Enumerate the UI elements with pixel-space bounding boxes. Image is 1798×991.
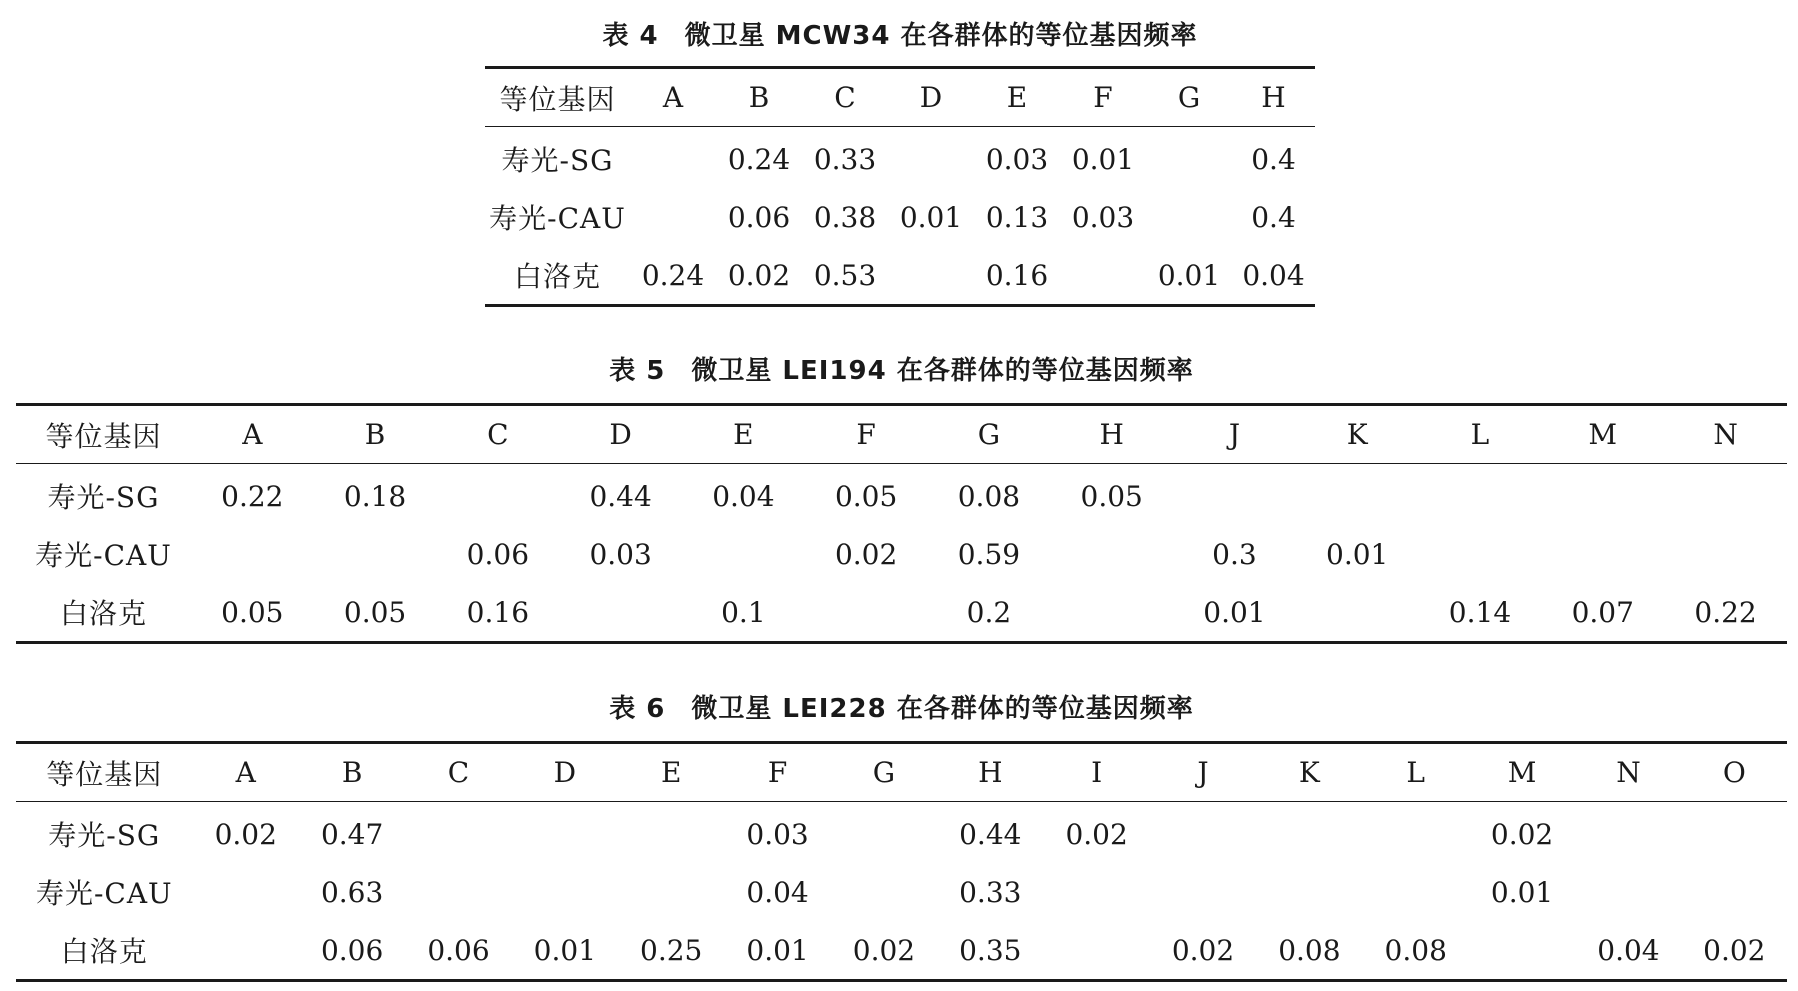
table-cell — [512, 802, 618, 864]
row-label: 白洛克 — [485, 246, 630, 306]
table-cell: 0.24 — [727, 142, 791, 176]
table-cell: 0.16 — [974, 246, 1060, 306]
table-cell: 0.16 — [436, 583, 559, 643]
table-5-col-header: K — [1296, 405, 1419, 464]
table-cell: 0.38 — [813, 200, 877, 234]
table-cell — [1050, 525, 1173, 583]
table-cell — [1575, 802, 1681, 864]
table-cell: 0.05 — [191, 583, 314, 643]
table-6-caption-title: 微卫星 LEI228 在各群体的等位基因频率 — [691, 694, 1194, 724]
table-cell: 0.01 — [1071, 142, 1135, 176]
table-6-col-header: C — [405, 743, 511, 802]
table-cell — [630, 188, 716, 246]
table-4-grid — [485, 66, 1315, 307]
table-5-caption — [16, 353, 1787, 389]
table-row — [485, 127, 1315, 189]
table-cell — [1256, 802, 1362, 864]
table-cell: 0.03 — [746, 817, 809, 851]
table-cell: 0.03 — [1071, 200, 1135, 234]
table-6-col-header: M — [1469, 743, 1575, 802]
table-cell: 0.04 — [746, 875, 809, 909]
table-4-caption — [485, 18, 1315, 54]
row-label: 白洛克 — [16, 921, 193, 981]
table-cell — [888, 127, 974, 189]
table-row — [16, 921, 1787, 981]
table-cell: 0.02 — [214, 817, 277, 851]
table-5-col-header: B — [314, 405, 437, 464]
table-5-col-header: J — [1173, 405, 1296, 464]
table-cell: 0.22 — [1664, 583, 1787, 643]
table-6-col-header: H — [937, 743, 1043, 802]
table-cell — [1575, 863, 1681, 921]
table-cell: 0.24 — [630, 246, 716, 306]
table-cell: 0.02 — [1065, 817, 1128, 851]
table-cell: 0.04 — [712, 479, 775, 513]
table-cell — [193, 921, 299, 981]
table-cell: 0.08 — [957, 479, 1021, 513]
table-cell — [1043, 921, 1149, 981]
table-5-col-header: G — [928, 405, 1051, 464]
table-cell — [805, 583, 928, 643]
table-row — [16, 863, 1787, 921]
table-cell — [1256, 863, 1362, 921]
table-cell: 0.04 — [1232, 246, 1315, 306]
table-cell — [1682, 863, 1787, 921]
row-label: 寿光-SG — [501, 144, 614, 177]
table-6-col-header: A — [193, 743, 299, 802]
table-cell — [831, 802, 937, 864]
table-5-caption-number: 表 5 — [609, 356, 666, 386]
table-cell — [682, 525, 805, 583]
table-5-header-row — [16, 405, 1787, 464]
table-cell: 0.59 — [957, 537, 1021, 571]
table-5-col-header: E — [682, 405, 805, 464]
table-5-header-label: 等位基因 — [16, 405, 191, 464]
table-cell: 0.08 — [1256, 921, 1362, 981]
table-row — [16, 464, 1787, 526]
row-label: 寿光-SG — [48, 819, 161, 852]
table-row — [16, 802, 1787, 864]
table-cell: 0.01 — [1173, 583, 1296, 643]
table-cell: 0.02 — [1490, 817, 1554, 851]
table-6-header-label: 等位基因 — [16, 743, 193, 802]
table-cell — [436, 464, 559, 526]
table-cell — [1541, 464, 1664, 526]
table-6-col-header: N — [1575, 743, 1681, 802]
table-4-col-header: F — [1060, 68, 1146, 127]
table-cell: 0.4 — [1251, 200, 1296, 234]
table-6-col-header: O — [1682, 743, 1787, 802]
table-cell: 0.25 — [618, 921, 724, 981]
table-cell — [1050, 583, 1173, 643]
table-cell — [1541, 525, 1664, 583]
table-cell — [1664, 464, 1787, 526]
table-cell: 0.14 — [1419, 583, 1542, 643]
table-5-col-header: C — [436, 405, 559, 464]
table-cell: 0.01 — [1490, 875, 1554, 909]
table-cell — [193, 863, 299, 921]
table-cell: 0.04 — [1575, 921, 1681, 981]
table-cell: 0.01 — [1326, 537, 1389, 571]
table-cell: 0.4 — [1251, 142, 1296, 176]
table-cell — [1060, 246, 1146, 306]
table-6-col-header: K — [1256, 743, 1362, 802]
table-4-col-header: D — [888, 68, 974, 127]
table-cell: 0.13 — [985, 200, 1049, 234]
table-cell: 0.44 — [589, 479, 652, 513]
table-4-caption-number: 表 4 — [602, 21, 659, 51]
table-5-col-header: N — [1664, 405, 1787, 464]
table-6-col-header: J — [1150, 743, 1256, 802]
table-4-caption-title: 微卫星 MCW34 在各群体的等位基因频率 — [684, 21, 1198, 51]
table-6-col-header: L — [1363, 743, 1469, 802]
table-cell: 0.03 — [985, 142, 1049, 176]
table-6-col-header: B — [299, 743, 405, 802]
table-cell — [1043, 863, 1149, 921]
table-cell — [512, 863, 618, 921]
table-cell: 0.05 — [1080, 479, 1143, 513]
table-6-col-header: D — [512, 743, 618, 802]
table-5-grid — [16, 403, 1787, 644]
table-cell: 0.3 — [1212, 537, 1257, 571]
table-cell: 0.01 — [512, 921, 618, 981]
table-4-col-header: G — [1146, 68, 1232, 127]
table-cell: 0.05 — [314, 583, 437, 643]
table-cell: 0.1 — [682, 583, 805, 643]
table-6-col-header: I — [1043, 743, 1149, 802]
table-cell — [1296, 464, 1419, 526]
table-cell — [1419, 464, 1542, 526]
row-label: 寿光-SG — [47, 481, 160, 514]
table-cell: 0.06 — [299, 921, 405, 981]
table-5-col-header: A — [191, 405, 314, 464]
table-cell: 0.33 — [813, 142, 877, 176]
table-cell — [1363, 863, 1469, 921]
table-6-col-header: E — [618, 743, 724, 802]
table-cell — [1150, 863, 1256, 921]
table-5-col-header: D — [559, 405, 682, 464]
table-cell — [888, 246, 974, 306]
table-cell — [1363, 802, 1469, 864]
table-5-col-header: M — [1541, 405, 1664, 464]
row-label: 寿光-CAU — [35, 877, 173, 910]
table-cell: 0.01 — [1146, 246, 1232, 306]
table-row — [485, 188, 1315, 246]
table-6-header-row — [16, 743, 1787, 802]
table-6-col-header: F — [724, 743, 830, 802]
table-cell: 0.02 — [834, 537, 898, 571]
table-cell: 0.18 — [343, 479, 407, 513]
table-5-col-header: H — [1050, 405, 1173, 464]
table-cell: 0.06 — [727, 200, 791, 234]
table-cell: 0.07 — [1541, 583, 1664, 643]
table-4-col-header: C — [802, 68, 888, 127]
table-cell: 0.33 — [959, 875, 1022, 909]
table-cell — [1664, 525, 1787, 583]
table-5-caption-title: 微卫星 LEI194 在各群体的等位基因频率 — [691, 356, 1194, 386]
table-6-col-header: G — [831, 743, 937, 802]
table-cell — [1173, 464, 1296, 526]
table-cell: 0.44 — [959, 817, 1022, 851]
table-row — [16, 583, 1787, 643]
table-cell — [1296, 583, 1419, 643]
row-label: 寿光-CAU — [35, 539, 172, 572]
table-4-col-header: B — [716, 68, 802, 127]
table-cell: 0.01 — [899, 200, 963, 234]
table-4-col-header: H — [1232, 68, 1315, 127]
table-cell: 0.02 — [1150, 921, 1256, 981]
table-cell: 0.02 — [716, 246, 802, 306]
table-row — [16, 525, 1787, 583]
table-cell: 0.08 — [1363, 921, 1469, 981]
table-cell: 0.06 — [405, 921, 511, 981]
table-cell: 0.22 — [221, 479, 284, 513]
table-6-grid — [16, 741, 1787, 982]
table-cell — [405, 802, 511, 864]
row-label: 白洛克 — [16, 583, 191, 643]
table-cell — [831, 863, 937, 921]
row-label: 寿光-CAU — [489, 202, 626, 235]
table-5-col-header: F — [805, 405, 928, 464]
table-cell: 0.03 — [589, 537, 652, 571]
table-cell: 0.2 — [928, 583, 1051, 643]
table-cell: 0.01 — [724, 921, 830, 981]
table-cell — [1146, 127, 1232, 189]
table-6-caption-number: 表 6 — [609, 694, 666, 724]
table-cell — [618, 863, 724, 921]
table-cell: 0.35 — [937, 921, 1043, 981]
table-row — [485, 246, 1315, 306]
table-cell — [1419, 525, 1542, 583]
table-cell — [314, 525, 437, 583]
table-cell — [630, 127, 716, 189]
table-cell: 0.05 — [834, 479, 898, 513]
table-cell: 0.47 — [320, 817, 384, 851]
table-cell: 0.53 — [802, 246, 888, 306]
table-4-header-label: 等位基因 — [485, 68, 630, 127]
table-cell: 0.02 — [831, 921, 937, 981]
table-cell: 0.06 — [466, 537, 530, 571]
table-cell: 0.63 — [320, 875, 384, 909]
table-cell: 0.02 — [1682, 921, 1787, 981]
table-4-header-row — [485, 68, 1315, 127]
table-cell — [1146, 188, 1232, 246]
table-6-caption — [16, 691, 1787, 727]
table-4-col-header: A — [630, 68, 716, 127]
table-cell — [559, 583, 682, 643]
table-4-col-header: E — [974, 68, 1060, 127]
table-cell — [618, 802, 724, 864]
table-cell — [191, 525, 314, 583]
table-5-col-header: L — [1419, 405, 1542, 464]
table-cell — [1469, 921, 1575, 981]
table-cell — [1682, 802, 1787, 864]
table-cell — [1150, 802, 1256, 864]
table-cell — [405, 863, 511, 921]
